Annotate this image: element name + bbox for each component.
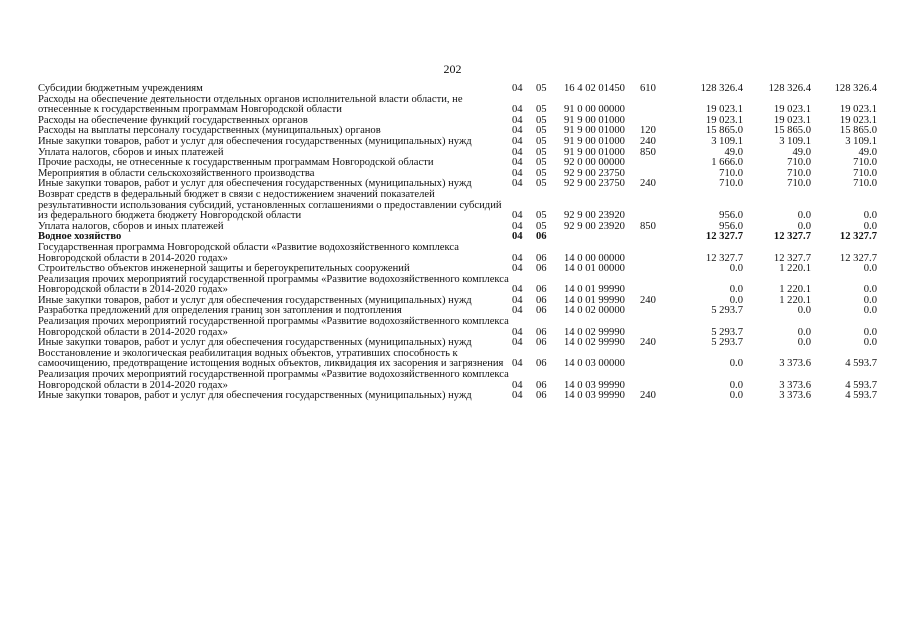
table-row [38,84,877,95]
row-subsection-code: 06 [536,390,547,402]
row-amount-year-2: 3 109.1 [779,135,811,147]
row-amount-year-1: 710.0 [719,178,743,190]
row-target-article-code: 14 0 03 99990 [564,379,625,391]
row-subsection-code: 05 [536,114,547,126]
row-name: Уплата налогов, сборов и иных платежей [38,220,224,232]
row-target-article-code: 14 0 03 00000 [564,358,625,370]
row-target-article-code: 91 9 00 01000 [564,146,625,158]
row-amount-year-1: 128 326.4 [700,83,743,94]
table-row [38,137,877,148]
row-target-article-code: 92 9 00 23920 [564,220,625,232]
row-subsection-code: 05 [536,125,547,137]
row-amount-year-1: 15 865.0 [705,125,743,137]
row-amount-year-3: 0.0 [863,210,877,222]
row-amount-year-1: 710.0 [719,167,743,179]
row-amount-year-2: 3 373.6 [779,390,811,402]
row-section-code: 04 [512,231,523,243]
row-amount-year-1: 956.0 [719,210,743,222]
row-subsection-code: 06 [536,379,547,391]
row-amount-year-3: 710.0 [853,157,877,169]
row-subsection-code: 06 [536,326,547,338]
row-amount-year-3: 4 593.7 [845,390,877,402]
row-amount-year-3: 12 327.7 [839,252,877,264]
row-expense-type-code: 610 [640,83,656,94]
row-name: Иные закупки товаров, работ и услуг для обеспечения государственных (муниципальных) нужд [38,337,472,349]
row-name: Иные закупки товаров, работ и услуг для обеспечения государственных (муниципальных) нужд [38,390,472,402]
row-subsection-code: 05 [536,146,547,158]
table-row [38,190,877,222]
row-amount-year-2: 128 326.4 [768,83,811,94]
row-amount-year-2: 1 220.1 [779,294,811,306]
row-amount-year-1: 1 666.0 [711,157,743,169]
row-section-code: 04 [512,358,523,370]
row-name: Расходы на выплаты персоналу государственных (муниципальных) органов [38,125,381,137]
row-name: Иные закупки товаров, работ и услуг для обеспечения государственных (муниципальных) нужд [38,135,472,147]
row-amount-year-3: 19 023.1 [839,114,877,126]
row-amount-year-2: 710.0 [787,167,811,179]
row-expense-type-code: 850 [640,146,656,158]
row-target-article-code: 14 0 01 00000 [564,263,625,275]
row-amount-year-2: 19 023.1 [773,104,811,116]
row-name: Расходы на обеспечение деятельности отдельных органов исполнительной власти области, не отнесенные к государственным программам Новгородской области [38,93,463,116]
row-expense-type-code [640,370,671,391]
row-amount-year-3: 49.0 [858,146,877,158]
table-row [38,243,877,264]
row-section-code: 04 [512,390,523,402]
row-amount-year-3: 4 593.7 [845,379,877,391]
row-name: Иные закупки товаров, работ и услуг для обеспечения государственных (муниципальных) нужд [38,294,472,306]
row-expense-type-code [640,158,671,169]
row-amount-year-3: 0.0 [863,220,877,232]
row-section-code: 04 [512,379,523,391]
row-target-article-code: 92 0 00 00000 [564,157,625,169]
row-amount-year-3: 4 593.7 [845,358,877,370]
row-expense-type-code [640,264,671,275]
row-amount-year-3: 15 865.0 [839,125,877,137]
row-amount-year-3: 710.0 [853,167,877,179]
row-amount-year-3: 12 327.7 [839,231,877,243]
row-target-article-code: 92 9 00 23920 [564,210,625,222]
row-amount-year-2: 19 023.1 [773,114,811,126]
row-amount-year-1: 0.0 [729,358,743,370]
row-amount-year-2: 49.0 [792,146,811,158]
row-amount-year-1: 0.0 [729,390,743,402]
row-expense-type-code [640,243,671,264]
row-expense-type-code [640,190,671,222]
row-subsection-code: 05 [536,83,547,94]
row-expense-type-code [640,349,671,370]
row-name: Субсидии бюджетным учреждениям [38,83,203,94]
row-subsection-code: 06 [536,263,547,275]
row-subsection-code: 05 [536,104,547,116]
row-section-code: 04 [512,125,523,137]
row-target-article-code: 92 9 00 23750 [564,178,625,190]
row-amount-year-3: 3 109.1 [845,135,877,147]
row-amount-year-1: 5 293.7 [711,305,743,317]
row-amount-year-1: 3 109.1 [711,135,743,147]
row-amount-year-3: 0.0 [863,263,877,275]
row-expense-type-code: 240 [640,135,656,147]
row-name: Водное хозяйство [38,231,122,243]
row-section-code: 04 [512,326,523,338]
row-section-code: 04 [512,210,523,222]
row-subsection-code: 05 [536,210,547,222]
row-amount-year-3: 19 023.1 [839,104,877,116]
row-expense-type-code: 240 [640,294,656,306]
row-target-article-code: 92 9 00 23750 [564,167,625,179]
row-subsection-code: 05 [536,220,547,232]
row-target-article-code: 14 0 03 99990 [564,390,625,402]
row-subsection-code: 06 [536,284,547,296]
row-target-article-code: 91 9 00 01000 [564,125,625,137]
row-target-article-code: 91 9 00 01000 [564,135,625,147]
row-subsection-code: 06 [536,358,547,370]
row-amount-year-2: 0.0 [797,326,811,338]
row-expense-type-code: 240 [640,178,656,190]
row-name: Реализация прочих мероприятий государственной программы «Развитие водохозяйственного комплекса Новгородской области в 2014-2020 годах» [38,316,509,338]
row-amount-year-3: 128 326.4 [834,83,877,94]
table-row [38,275,877,296]
row-amount-year-2: 12 327.7 [773,231,811,243]
row-subsection-code: 05 [536,135,547,147]
row-expense-type-code [640,232,671,243]
page-number: 202 [443,62,462,76]
row-subsection-code: 05 [536,178,547,190]
row-section-code: 04 [512,83,523,94]
row-amount-year-1: 0.0 [729,263,743,275]
row-section-code: 04 [512,114,523,126]
row-subsection-code: 06 [536,337,547,349]
row-amount-year-3: 0.0 [863,294,877,306]
row-expense-type-code: 850 [640,220,656,232]
row-target-article-code: 14 0 02 99990 [564,326,625,338]
row-amount-year-1: 49.0 [724,146,743,158]
row-amount-year-1: 12 327.7 [705,231,743,243]
row-target-article-code: 91 9 00 01000 [564,114,625,126]
row-section-code: 04 [512,337,523,349]
row-amount-year-2: 1 220.1 [779,263,811,275]
table-row [38,317,877,338]
row-target-article-code: 14 0 01 99990 [564,294,625,306]
row-amount-year-2: 3 373.6 [779,379,811,391]
row-section-code: 04 [512,305,523,317]
row-amount-year-1: 0.0 [729,379,743,391]
budget-table [38,84,877,402]
row-name: Реализация прочих мероприятий государственной программы «Развитие водохозяйственного комплекса Новгородской области в 2014-2020 годах» [38,369,509,391]
row-amount-year-2: 0.0 [797,337,811,349]
row-amount-year-1: 5 293.7 [711,337,743,349]
row-expense-type-code [640,95,671,116]
table-row [38,370,877,391]
table-row [38,391,877,402]
row-section-code: 04 [512,263,523,275]
row-expense-type-code: 120 [640,125,656,137]
row-amount-year-1: 956.0 [719,220,743,232]
row-amount-year-1: 12 327.7 [705,252,743,264]
row-amount-year-3: 710.0 [853,178,877,190]
row-subsection-code: 06 [536,231,547,243]
row-name: Расходы на обеспечение функций государственных органов [38,114,308,126]
row-section-code: 04 [512,252,523,264]
row-amount-year-2: 0.0 [797,305,811,317]
row-name: Прочие расходы, не отнесенные к государственным программам Новгородской области [38,157,434,169]
row-section-code: 04 [512,294,523,306]
table-row [38,349,877,370]
row-name: Строительство объектов инженерной защиты и берегоукрепительных сооружений [38,263,410,275]
row-amount-year-2: 15 865.0 [773,125,811,137]
row-expense-type-code [640,317,671,338]
row-section-code: 04 [512,220,523,232]
row-subsection-code: 05 [536,157,547,169]
row-amount-year-1: 19 023.1 [705,104,743,116]
row-section-code: 04 [512,157,523,169]
row-amount-year-1: 5 293.7 [711,326,743,338]
row-amount-year-2: 710.0 [787,178,811,190]
row-expense-type-code [640,306,671,317]
row-expense-type-code: 240 [640,337,656,349]
table-row [38,222,877,233]
row-target-article-code: 16 4 02 01450 [564,83,625,94]
row-amount-year-1: 0.0 [729,284,743,296]
row-amount-year-3: 0.0 [863,305,877,317]
row-amount-year-3: 0.0 [863,337,877,349]
row-amount-year-2: 12 327.7 [773,252,811,264]
row-amount-year-1: 19 023.1 [705,114,743,126]
row-target-article-code: 14 0 02 99990 [564,337,625,349]
row-name: Государственная программа Новгородской области «Развитие водохозяйственного комплекса Новгородской области в 2014-2020 годах» [38,241,459,264]
row-amount-year-1: 0.0 [729,294,743,306]
row-amount-year-3: 0.0 [863,284,877,296]
row-target-article-code: 14 0 01 99990 [564,284,625,296]
row-name: Разработка предложений для определения границ зон затопления и подтопления [38,305,402,317]
row-section-code: 04 [512,178,523,190]
row-section-code: 04 [512,104,523,116]
row-subsection-code: 06 [536,294,547,306]
row-name: Восстановление и экологическая реабилитация водных объектов, утративших способность к самоочищению, предотвращение истощения водных объектов, ликвидация их засорения и загрязнения [38,347,504,370]
row-name: Мероприятия в области сельскохозяйственного производства [38,167,315,179]
row-section-code: 04 [512,284,523,296]
row-expense-type-code: 240 [640,390,656,402]
row-amount-year-2: 0.0 [797,220,811,232]
row-name: Уплата налогов, сборов и иных платежей [38,146,224,158]
row-expense-type-code [640,275,671,296]
row-section-code: 04 [512,146,523,158]
row-name: Реализация прочих мероприятий государственной программы «Развитие водохозяйственного комплекса Новгородской области в 2014-2020 годах» [38,273,509,296]
row-name: Возврат средств в федеральный бюджет в связи с недостижением значений показателей результативности использования субсидий, установленных соглашениями о предоставлении субсидий из федерального бюджета бюджету Новгородской области [38,188,502,222]
row-amount-year-2: 1 220.1 [779,284,811,296]
row-section-code: 04 [512,167,523,179]
row-subsection-code: 06 [536,252,547,264]
row-target-article-code: 91 0 00 00000 [564,104,625,116]
row-amount-year-2: 710.0 [787,157,811,169]
row-name: Иные закупки товаров, работ и услуг для обеспечения государственных (муниципальных) нужд [38,178,472,190]
row-subsection-code: 06 [536,305,547,317]
row-amount-year-2: 3 373.6 [779,358,811,370]
row-target-article-code [564,232,640,243]
row-amount-year-2: 0.0 [797,210,811,222]
row-target-article-code: 14 0 00 00000 [564,252,625,264]
row-subsection-code: 05 [536,167,547,179]
table-row [38,95,877,116]
row-amount-year-3: 0.0 [863,326,877,338]
row-target-article-code: 14 0 02 00000 [564,305,625,317]
row-section-code: 04 [512,135,523,147]
